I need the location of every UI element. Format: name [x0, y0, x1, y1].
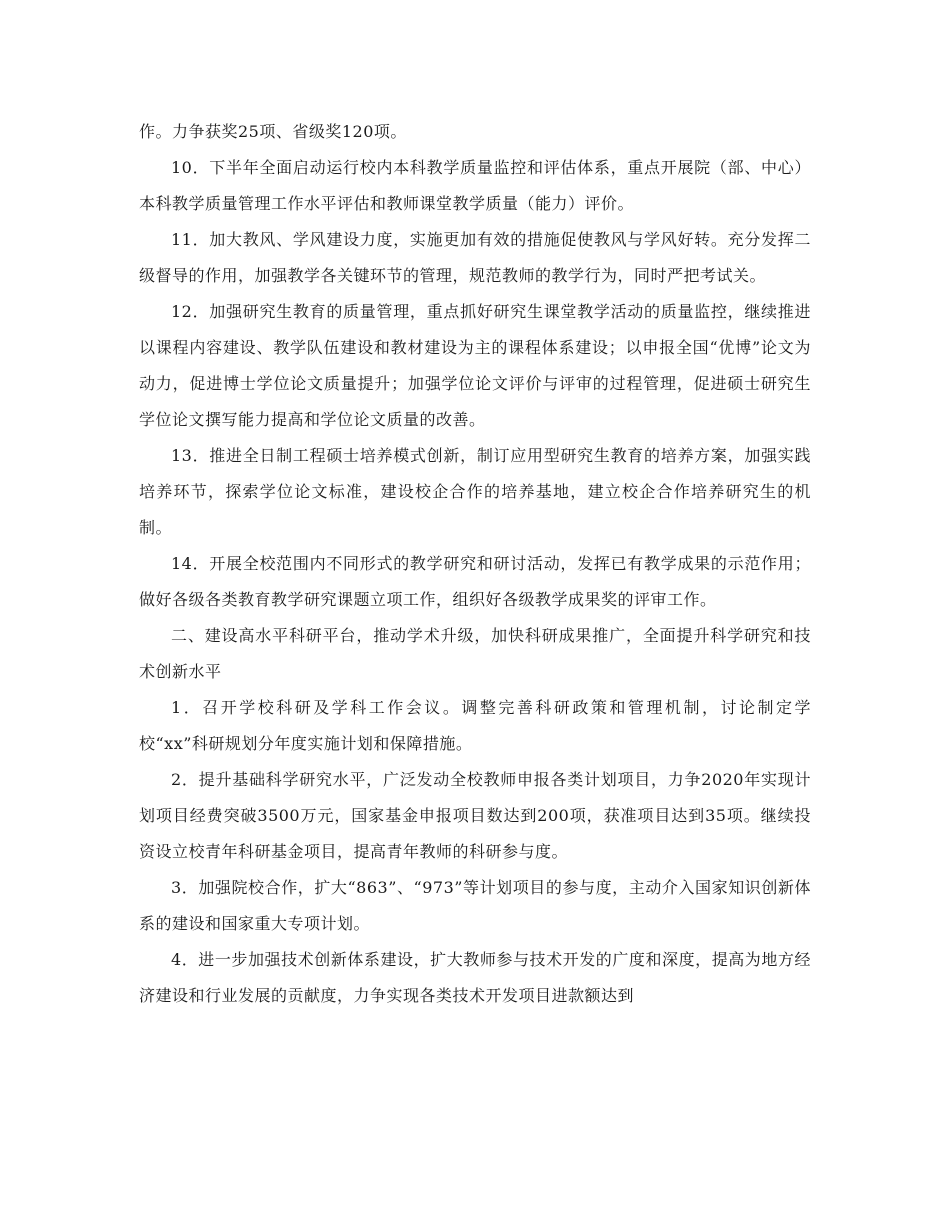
- paragraph-research-3: 3．加强院校合作，扩大“863”、“973”等计划项目的参与度，主动介入国家知识创新体系的建设和国家重大专项计划。: [139, 878, 811, 933]
- paragraph-item-10: 10．下半年全面启动运行校内本科教学质量监控和评估体系，重点开展院（部、中心）本科教学质量管理工作水平评估和教师课堂教学质量（能力）评价。: [139, 158, 811, 213]
- paragraph-continuation: 作。力争获奖25项、省级奖120项。: [139, 122, 407, 141]
- paragraph-item-13: 13．推进全日制工程硕士培养模式创新，制订应用型研究生教育的培养方案，加强实践培养环节，探索学位论文标准，建设校企合作的培养基地，建立校企合作培养研究生的机制。: [139, 446, 811, 537]
- paragraph-item-14: 14．开展全校范围内不同形式的教学研究和研讨活动，发挥已有教学成果的示范作用；做好各级各类教育教学研究课题立项工作，组织好各级教学成果奖的评审工作。: [139, 554, 811, 609]
- paragraph-research-4: 4．进一步加强技术创新体系建设，扩大教师参与技术开发的广度和深度，提高为地方经济建设和行业发展的贡献度，力争实现各类技术开发项目进款额达到: [139, 950, 811, 1005]
- paragraph-research-2: 2．提升基础科学研究水平，广泛发动全校教师申报各类计划项目，力争2020年实现计划项目经费突破3500万元，国家基金申报项目数达到200项，获准项目达到35项。继续投资设立校青年科研基金项目，提高青年教师的科研参与度。: [139, 770, 811, 861]
- section-heading-2: 二、建设高水平科研平台，推动学术升级，加快科研成果推广，全面提升科学研究和技术创新水平: [139, 626, 811, 681]
- paragraph-research-1: 1．召开学校科研及学科工作会议。调整完善科研政策和管理机制，讨论制定学校“xx”科研规划分年度实施计划和保障措施。: [139, 698, 811, 753]
- paragraph-item-11: 11．加大教风、学风建设力度，实施更加有效的措施促使教风与学风好转。充分发挥二级督导的作用，加强教学各关键环节的管理，规范教师的教学行为，同时严把考试关。: [139, 230, 811, 285]
- document-body: [139, 114, 811, 1014]
- paragraph-item-12: 12．加强研究生教育的质量管理，重点抓好研究生课堂教学活动的质量监控，继续推进以课程内容建设、教学队伍建设和教材建设为主的课程体系建设；以申报全国“优博”论文为动力，促进博士学位论文质量提升；加强学位论文评价与评审的过程管理，促进硕士研究生学位论文撰写能力提高和学位论文质量的改善。: [139, 302, 811, 429]
